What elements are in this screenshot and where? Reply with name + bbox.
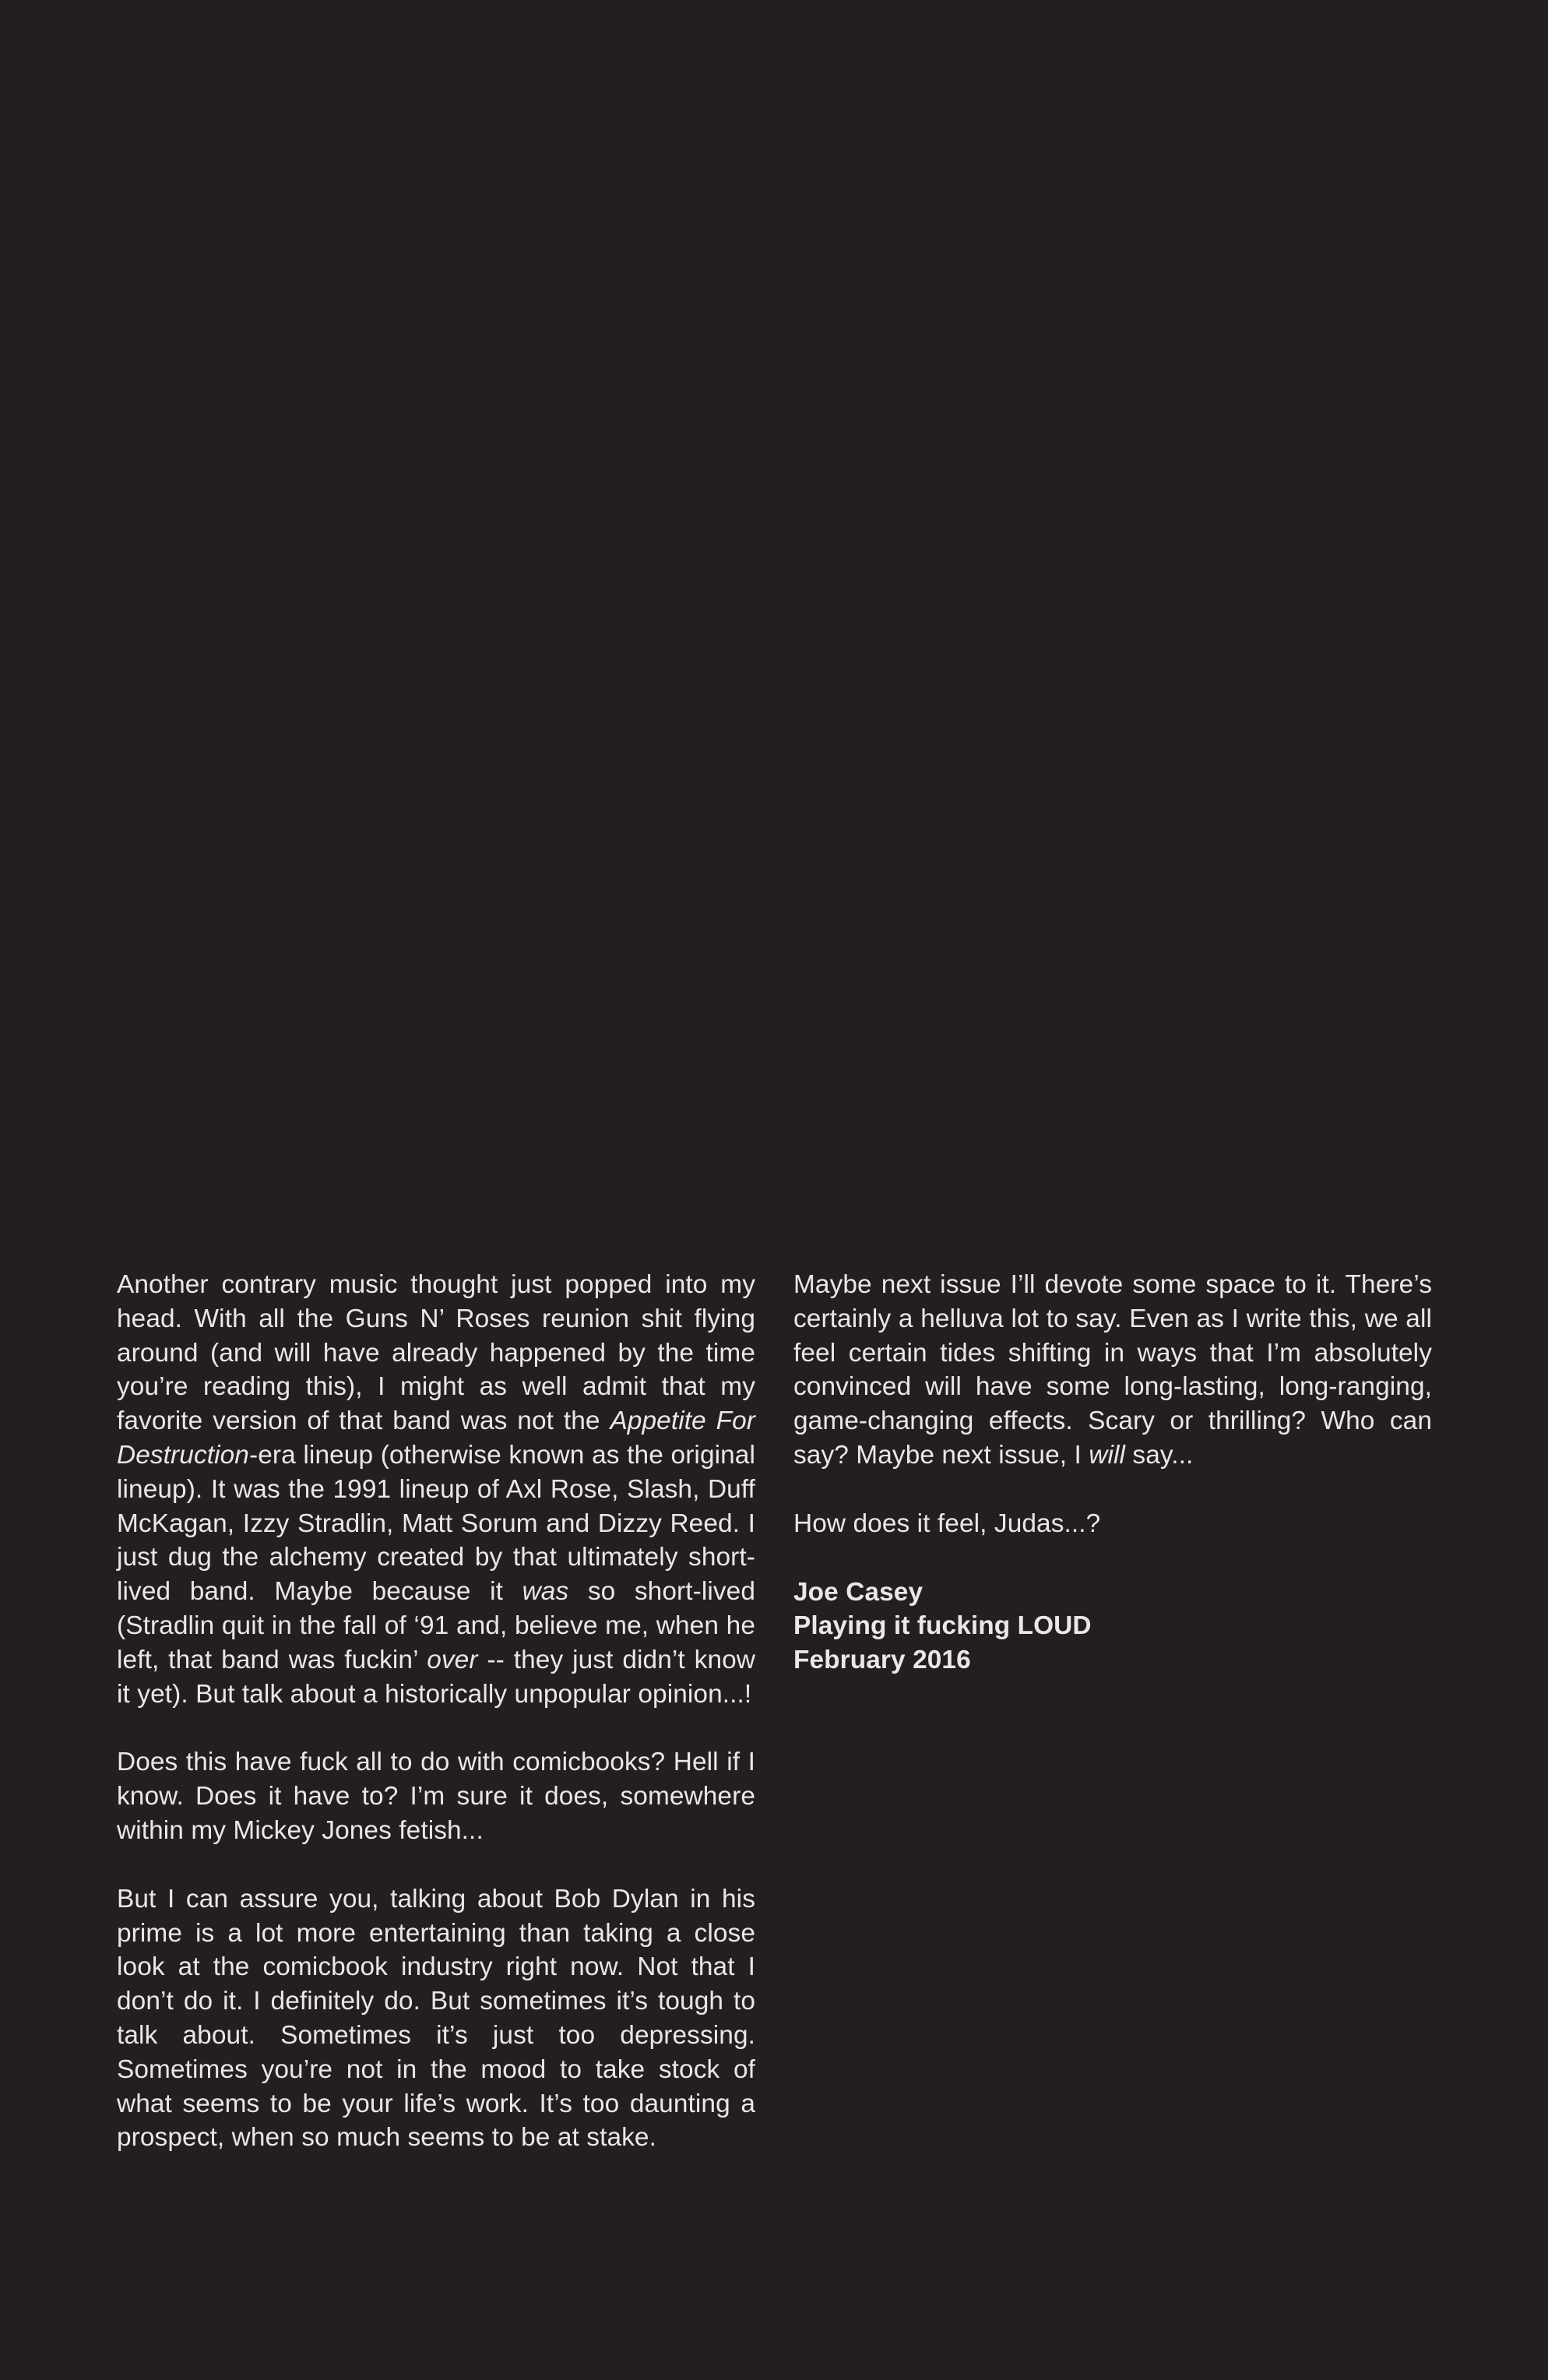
paragraph-text: -- they just didn’t know it yet). But talk about a historically unpopular opinion...!	[117, 1645, 755, 1709]
paragraph-comicbooks: Does this have fuck all to do with comicbooks? Hell if I know. Does it have to? I’m sure it does, somewhere within my Mickey Jones fetish...	[117, 1748, 755, 1845]
signoff-date: February 2016	[793, 1646, 971, 1675]
paragraph-text: say...	[1125, 1440, 1194, 1470]
right-column	[793, 1268, 1432, 1678]
paragraph-text: -era lineup (otherwise known as the original lineup). It was the 1991 lineup of Axl Rose, Slash, Duff McKagan, Izzy Stradlin, Matt Sorum and Dizzy Reed. I just dug the alchemy created by that ultimately short-lived band. Maybe because it	[117, 1440, 755, 1607]
signoff-tagline: Playing it fucking LOUD	[793, 1611, 1092, 1641]
paragraph-text: Another contrary music thought just popped into my head. With all the Guns N’ Roses reunion shit flying around (and will have already happened by the time you’re reading this), I might as well admit that my favorite version of that band was not the	[117, 1270, 755, 1436]
signoff	[793, 1576, 1432, 1678]
paragraph-gnr	[117, 1268, 755, 1711]
paragraph-judas: How does it feel, Judas...?	[793, 1509, 1101, 1538]
emphasis-was: was	[522, 1577, 569, 1607]
left-column	[117, 1268, 755, 2189]
paragraph-next-issue	[793, 1268, 1432, 1473]
emphasis-will: will	[1089, 1440, 1126, 1470]
paragraph-text: Maybe next issue I’ll devote some space to it. There’s certainly a helluva lot to say. Even as I write this, we all feel certain tides shifting in ways that I’m absolutely convinced will have some long-lasting, long-ranging, game-changing effects. Scary or thrilling? Who can say? Maybe next issue, I	[793, 1270, 1432, 1470]
author-name: Joe Casey	[793, 1577, 924, 1607]
paragraph-industry: But I can assure you, talking about Bob Dylan in his prime is a lot more entertaining than taking a close look at the comicbook industry right now. Not that I don’t do it. I definitely do. But sometimes it’s tough to talk about. Sometimes it’s just too depressing. Sometimes you’re not in the mood to take stock of what seems to be your life’s work. It’s too daunting a prospect, when so much seems to be at stake.	[117, 1884, 755, 2153]
emphasis-over: over	[427, 1645, 478, 1674]
album-title: Appetite For Destruction	[117, 1407, 756, 1470]
paragraph-text: so short-lived (Stradlin quit in the fall of ‘91 and, believe me, when he left, that band was fuckin’	[117, 1577, 755, 1674]
